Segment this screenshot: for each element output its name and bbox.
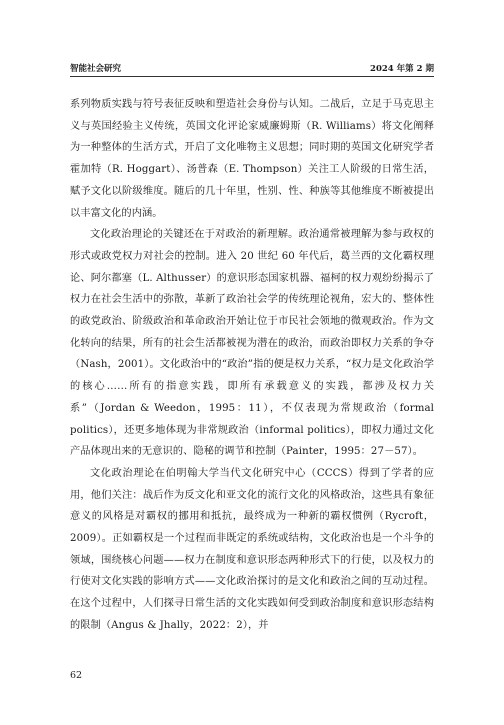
page-number: 62 bbox=[70, 670, 83, 681]
body-text bbox=[70, 94, 434, 637]
paragraph-1: 系列物质实践与符号表征反映和塑造社会身份与认知。二战后，立足于马克思主义与英国经验主义传统，英国文化评论家威廉姆斯（R. Williams）将文化阐释为一种整体的生活方式，开启了文化唯物主义思想；同时期的英国文化研究学者霍加特（R. Hoggart）、汤普森（E. Thompson）关注工人阶级的日常生活，赋予文化以阶级维度。随后的几十年里，性别、性、种族等其他维度不断被提出以丰富文化的内涵。 bbox=[70, 99, 434, 219]
paragraph-3: 文化政治理论在伯明翰大学当代文化研究中心（CCCS）得到了学者的应用，他们关注：战后作为反文化和亚文化的流行文化的风格政治，这些具有象征意义的风格是对霸权的挪用和抵抗，最终成为一种新的霸权惯例（Rycroft，2009）。正如霸权是一个过程而非既定的系统或结构，文化政治也是一个斗争的领域，围绕核心问题——权力在制度和意识形态两种形式下的行使，以及权力的行使对文化实践的影响方式——文化政治探讨的是文化和政治之间的互动过程。在这个过程中，人们探寻日常生活的文化实践如何受到政治制度和意识形态结构的限制（Angus & Jhally，2022：2），并 bbox=[70, 467, 434, 631]
paragraph-2: 文化政治理论的关键还在于对政治的新理解。政治通常被理解为参与政权的形式或政党权力对社会的控制。进入 20 世纪 60 年代后，葛兰西的文化霸权理论、阿尔都塞（L. Althusser）的意识形态国家机器、福柯的权力观纷纷揭示了权力在社会生活中的弥散，革新了政治社会学的传统理论视角，宏大的、整体性的政党政治、阶级政治和革命政治开始让位于市民社会领地的微观政治。作为文化转向的结果，所有的社会生活都被视为潜在的政治，而政治即权力关系的争夺（Nash，2001）。文化政治中的“政治”指的便是权力关系，“权力是文化政治学的核心……所有的指意实践，即所有承载意义的实践，都涉及权力关系”（Jordan & Weedon，1995：11），不仅表现为常规政治（formal politics），还更多地体现为非常规政治（informal politics），即权力通过文化产品体现出来的无意识的、隐秘的调节和控制（Painter，1995：27－57）。 bbox=[70, 229, 434, 458]
journal-name: 智能社会研究 bbox=[70, 64, 122, 74]
running-header bbox=[70, 58, 434, 77]
issue-label: 2024 年第 2 期 bbox=[370, 64, 434, 74]
